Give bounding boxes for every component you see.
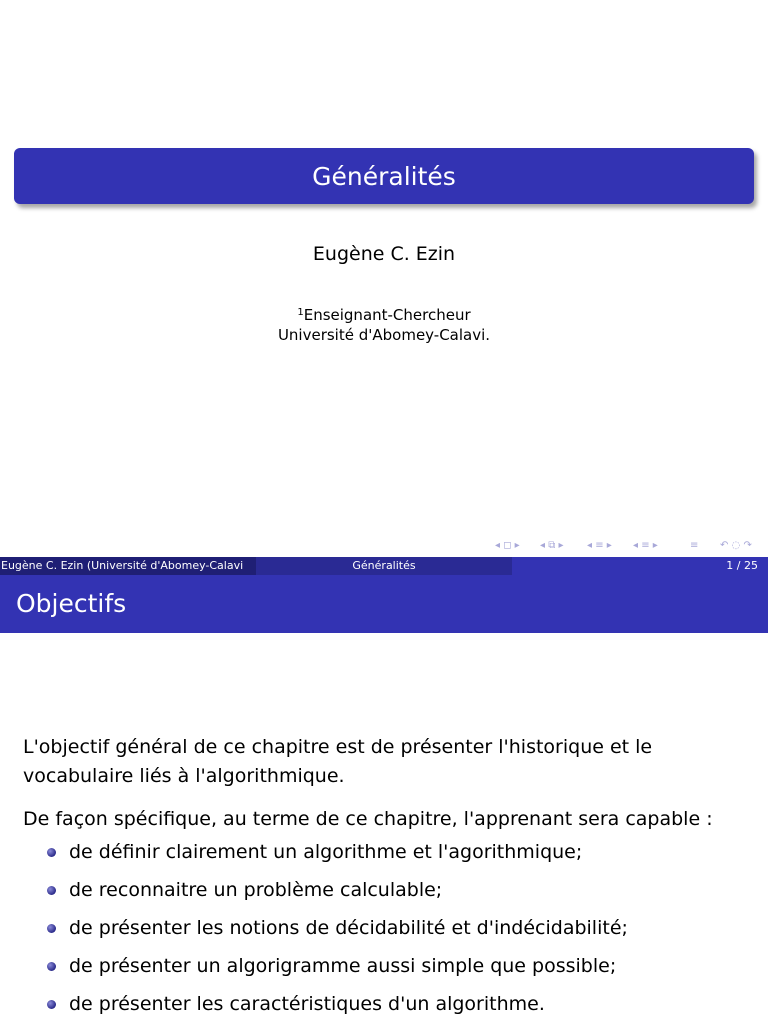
frame-title: Objectifs bbox=[16, 589, 127, 618]
presentation-title: Généralités bbox=[312, 161, 456, 191]
affiliation-line2: Université d'Abomey-Calavi. bbox=[277, 326, 491, 344]
footer-author: Eugène C. Ezin (Université d'Abomey-Calavi bbox=[0, 557, 256, 575]
nav-first-icon[interactable]: ◂ ◻ ▸ bbox=[495, 539, 520, 551]
bullet-icon bbox=[47, 962, 56, 971]
bullet-icon bbox=[47, 886, 56, 895]
frame-title-bar bbox=[0, 575, 768, 633]
bullet-icon bbox=[47, 924, 56, 933]
affiliation-mark: 1 bbox=[297, 307, 304, 318]
general-objective: L'objectif général de ce chapitre est de présenter l'historique et le vocabulaire liés à l'algorithmique. bbox=[23, 736, 653, 787]
list-item: de présenter un algorigramme aussi simple que possible; bbox=[23, 952, 753, 990]
list-item: de reconnaitre un problème calculable; bbox=[23, 876, 753, 914]
nav-section-icon[interactable]: ◂ ≡ ▸ bbox=[633, 539, 658, 551]
footer-title: Généralités bbox=[256, 557, 512, 575]
list-item: de présenter les notions de décidabilité et d'indécidabilité; bbox=[23, 914, 753, 952]
list-item: de définir clairement un algorithme et l'agorithmique; bbox=[23, 838, 753, 876]
objectives-list bbox=[23, 838, 753, 1028]
frame-body bbox=[23, 733, 753, 1028]
list-item: de présenter les caractéristiques d'un algorithme. bbox=[23, 990, 753, 1028]
footer-bar bbox=[0, 557, 768, 575]
specific-objective-intro: De façon spécifique, au terme de ce chapitre, l'apprenant sera capable : bbox=[23, 808, 713, 830]
bullet-icon bbox=[47, 1000, 56, 1009]
author-name: Eugène C. Ezin bbox=[312, 243, 456, 265]
affiliation bbox=[0, 303, 768, 345]
nav-frame-icon[interactable]: ◂ ⧉ ▸ bbox=[540, 539, 564, 551]
title-box bbox=[14, 148, 754, 204]
nav-subsection-icon[interactable]: ◂ ≡ ▸ bbox=[587, 539, 612, 551]
nav-align-icon[interactable]: ≡ bbox=[690, 539, 699, 551]
affiliation-line1: Enseignant-Chercheur bbox=[303, 306, 471, 324]
footer-page-number: 1 / 25 bbox=[512, 557, 768, 575]
nav-search-icon[interactable]: ↶ ◌ ↷ bbox=[720, 539, 752, 551]
bullet-icon bbox=[47, 848, 56, 857]
